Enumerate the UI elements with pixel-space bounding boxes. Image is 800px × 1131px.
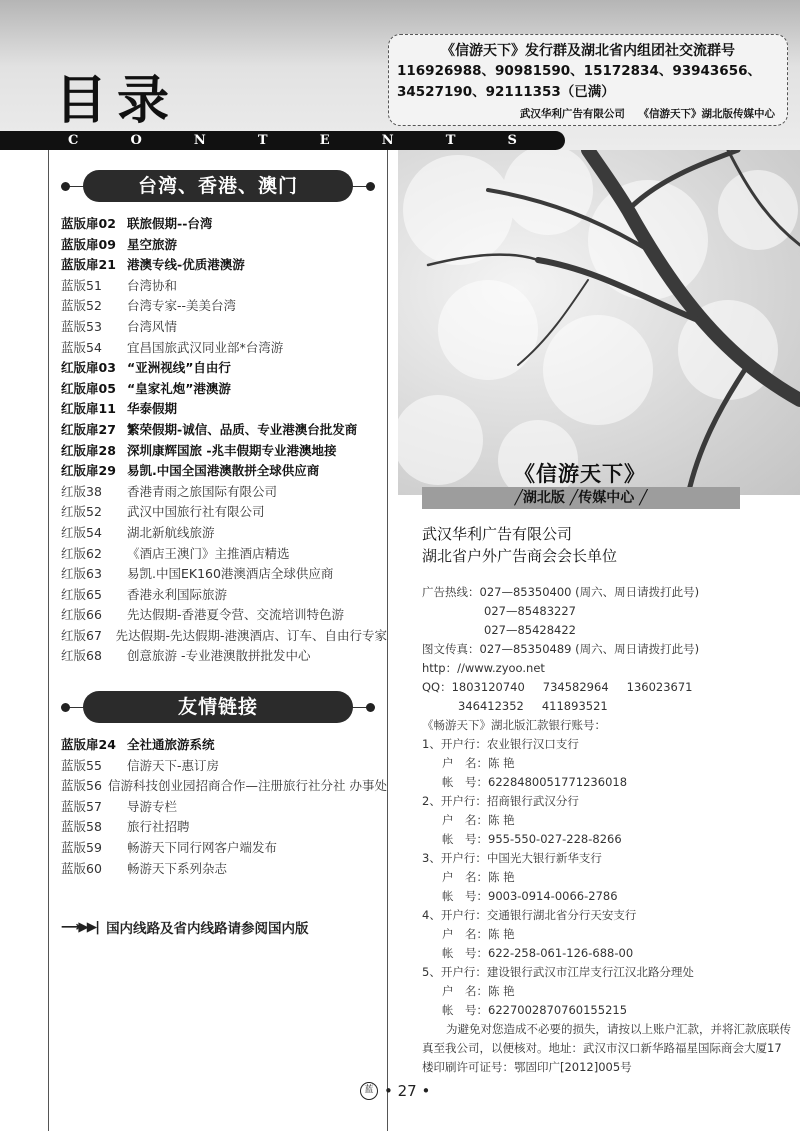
list-item bbox=[61, 276, 387, 297]
entry-name: 深圳康辉国旅 -兆丰假期专业港澳地接 bbox=[127, 442, 337, 458]
bank-title: 《畅游天下》湖北版汇款银行账号： bbox=[422, 718, 606, 732]
hotline-number: 027—85428422 bbox=[484, 623, 576, 637]
company-title: 湖北省户外广告商会会长单位 bbox=[422, 547, 618, 565]
list-item bbox=[61, 420, 387, 441]
page-code: 蓝版扉21 bbox=[61, 257, 116, 273]
list-item bbox=[61, 255, 387, 276]
section-header-hk-macau-taiwan bbox=[49, 170, 387, 204]
contents-letter: S bbox=[507, 133, 517, 148]
bank-accounts bbox=[422, 735, 792, 1020]
group-info-box bbox=[388, 34, 788, 126]
account-number-row: 帐 号：955-550-027-228-8266 bbox=[442, 832, 622, 846]
entry-name: 台湾协和 bbox=[127, 277, 178, 293]
qq-row: QQ：1803120740 734582964 136023671 bbox=[422, 678, 792, 697]
page-code: 红版扉29 bbox=[61, 463, 116, 479]
entry-name: 联旅假期--台湾 bbox=[127, 216, 213, 231]
account-holder-row: 户 名：陈 艳 bbox=[442, 984, 515, 998]
list-item bbox=[61, 585, 387, 606]
contents-letter: N bbox=[193, 133, 206, 148]
account-number-row: 帐 号：6228480051771236018 bbox=[442, 775, 628, 789]
list-item bbox=[61, 564, 387, 585]
qq-number: 411893521 bbox=[541, 699, 608, 713]
list-item bbox=[61, 859, 387, 880]
page-code: 蓝版54 bbox=[61, 339, 102, 355]
group-numbers-line2: 34527190、92111353（已满） bbox=[397, 84, 615, 100]
account-holder-row: 户 名：陈 艳 bbox=[442, 870, 515, 884]
entry-name: 易凯.中国全国港澳散拼全球供应商 bbox=[127, 463, 320, 479]
bullet-dot bbox=[61, 182, 70, 191]
entry-name: 旅行社招聘 bbox=[127, 819, 190, 835]
entry-name: 香港永利国际旅游 bbox=[127, 586, 228, 602]
entry-name: 导游专栏 bbox=[127, 798, 178, 814]
list-item bbox=[61, 399, 387, 420]
contents-letters bbox=[0, 131, 565, 150]
list-item bbox=[61, 838, 387, 859]
contents-letter: E bbox=[319, 133, 330, 148]
account-holder-row: 户 名：陈 艳 bbox=[442, 813, 515, 827]
entry-name: 信游天下-惠订房 bbox=[127, 757, 220, 773]
entry-name: 华泰假期 bbox=[127, 401, 178, 417]
fax-number: 027—85350489 (周六、周日请拨打此号) bbox=[479, 642, 700, 656]
page-code: 红版63 bbox=[61, 566, 102, 582]
section-header-friendly-links bbox=[49, 691, 387, 725]
list-item bbox=[61, 296, 387, 317]
fax-row: 图文传真：027—85350489 (周六、周日请拨打此号) bbox=[422, 642, 700, 656]
list-item bbox=[61, 441, 387, 462]
list-item bbox=[61, 235, 387, 256]
page-code: 红版38 bbox=[61, 483, 102, 499]
list-item bbox=[61, 605, 387, 626]
list-item bbox=[61, 735, 387, 756]
contents-bar bbox=[0, 131, 565, 150]
account-number-row: 帐 号：6227002870760155215 bbox=[442, 1003, 628, 1017]
list-item bbox=[61, 214, 387, 235]
group-numbers-line1: 116926988、90981590、15172834、93943656、 bbox=[397, 63, 761, 79]
entry-name: 港澳专线-优质港澳游 bbox=[127, 257, 245, 273]
qq-row bbox=[422, 697, 792, 716]
entry-name: 《酒店王澳门》主推酒店精选 bbox=[127, 545, 290, 561]
website-link[interactable]: //www.zyoo.net bbox=[457, 661, 545, 675]
list-item bbox=[61, 817, 387, 838]
page-number-text: • 27 • bbox=[384, 1082, 431, 1100]
reference-text: 国内线路及省内线路请参阅国内版 bbox=[106, 921, 309, 938]
bank-branch-row: 2、开户行：招商银行武汉分行 bbox=[422, 794, 579, 808]
group-info-footer bbox=[510, 106, 775, 121]
page-code: 红版67 bbox=[61, 627, 102, 643]
tree-illustration bbox=[398, 150, 800, 495]
payment-note: 为避免对您造成不必要的损失，请按以上账户汇款，并将汇款底联传真至我公司，以便核对。地址：武汉市汉口新华路福星国际商会大厦17楼印刷许可证号：鄂固印广[2012]005号 bbox=[422, 1022, 791, 1074]
entry-name: 创意旅游 -专业港澳散拼批发中心 bbox=[127, 648, 311, 664]
page-code: 红版扉27 bbox=[61, 421, 116, 437]
entry-name: 武汉中国旅行社有限公司 bbox=[127, 504, 265, 520]
qq-number: 1803120740 bbox=[451, 680, 525, 694]
bullet-dot bbox=[366, 703, 375, 712]
account-number-row: 帐 号：9003-0914-0066-2786 bbox=[442, 889, 618, 903]
contents-letter: O bbox=[130, 133, 142, 148]
footer-company: 武汉华利广告有限公司 bbox=[519, 108, 625, 120]
contact-info bbox=[422, 583, 792, 1077]
bank-branch-row: 3、开户行：中国光大银行新华支行 bbox=[422, 851, 602, 865]
page-code: 蓝版52 bbox=[61, 298, 102, 314]
bank-branch-row: 4、开户行：交通银行湖北省分行天安支行 bbox=[422, 908, 637, 922]
list-item bbox=[61, 482, 387, 503]
entry-name: 繁荣假期-诚信、品质、专业港澳台批发商 bbox=[127, 421, 358, 437]
section-title: 友情链接 bbox=[83, 691, 353, 723]
entry-name: 台湾专家--美美台湾 bbox=[127, 298, 237, 314]
section-title: 台湾、香港、澳门 bbox=[83, 170, 353, 202]
page-code: 蓝版59 bbox=[61, 840, 102, 856]
arrow-icon: ⟶▶▶| bbox=[61, 919, 99, 936]
page-code: 红版68 bbox=[61, 648, 102, 664]
page-code: 蓝版53 bbox=[61, 318, 102, 334]
contents-list-column bbox=[48, 150, 388, 1131]
entry-name: “亚洲视线”自由行 bbox=[127, 360, 231, 376]
list-item bbox=[61, 379, 387, 400]
contents-letter: T bbox=[257, 133, 268, 148]
group-info-title: 《信游天下》发行群及湖北省内组团社交流群号 bbox=[441, 43, 735, 59]
entry-name: 香港青雨之旅国际有限公司 bbox=[127, 483, 278, 499]
hotline-number: 027—85483227 bbox=[484, 604, 576, 618]
contents-letter: T bbox=[445, 133, 456, 148]
page-code: 红版扉03 bbox=[61, 360, 116, 376]
page-title: 目录 bbox=[55, 71, 180, 131]
bank-branch-row: 1、开户行：农业银行汉口支行 bbox=[422, 737, 579, 751]
page-header bbox=[0, 0, 800, 150]
bullet-dot bbox=[366, 182, 375, 191]
entry-name: 先达假期-先达假期-港澳酒店、订车、自由行专家 bbox=[115, 627, 387, 643]
page-code: 蓝版55 bbox=[61, 757, 102, 773]
entry-name: 畅游天下系列杂志 bbox=[127, 860, 228, 876]
qq-number: 346412352 bbox=[458, 699, 524, 713]
contents-letter: C bbox=[68, 133, 79, 148]
page-code: 红版扉28 bbox=[61, 442, 116, 458]
page-code: 红版65 bbox=[61, 586, 102, 602]
edition-seal-icon: 蓝 bbox=[360, 1082, 378, 1100]
page-number bbox=[360, 1082, 430, 1100]
entry-name: 宜昌国旅武汉同业部*台湾游 bbox=[127, 339, 284, 355]
list-item bbox=[61, 776, 387, 797]
list-item bbox=[61, 338, 387, 359]
qq-number: 734582964 bbox=[542, 680, 609, 694]
account-holder-row: 户 名：陈 艳 bbox=[442, 927, 515, 941]
section-list-hk-macau-taiwan bbox=[61, 214, 387, 667]
page-code: 蓝版56 bbox=[61, 778, 102, 794]
page-code: 蓝版扉09 bbox=[61, 236, 116, 252]
entry-name: “皇家礼炮”港澳游 bbox=[127, 380, 231, 396]
entry-name: 全社通旅游系统 bbox=[127, 737, 215, 753]
qq-number: 136023671 bbox=[626, 680, 693, 694]
list-item bbox=[61, 358, 387, 379]
contents-letter: N bbox=[381, 133, 394, 148]
account-number-row: 帐 号：622-258-061-126-688-00 bbox=[442, 946, 634, 960]
page-code: 蓝版57 bbox=[61, 798, 102, 814]
bullet-dot bbox=[61, 703, 70, 712]
list-item bbox=[61, 317, 387, 338]
company-name: 武汉华利广告有限公司 bbox=[422, 525, 573, 543]
list-item bbox=[61, 544, 387, 565]
website-row: http：//www.zyoo.net bbox=[422, 661, 545, 675]
company-block bbox=[422, 523, 752, 567]
list-item bbox=[61, 756, 387, 777]
list-item bbox=[61, 797, 387, 818]
hotline-number: 027—85350400 (周六、周日请拨打此号) bbox=[479, 585, 700, 599]
page-code: 红版扉11 bbox=[61, 401, 116, 417]
footer-media-center: 《信游天下》湖北版传媒中心 bbox=[638, 108, 775, 120]
tree-photo bbox=[398, 150, 800, 495]
page-code: 蓝版58 bbox=[61, 819, 102, 835]
bank-branch-row: 5、开户行：建设银行武汉市江岸支行江汉北路分理处 bbox=[422, 965, 694, 979]
page-code: 红版66 bbox=[61, 607, 102, 623]
section-list-friendly-links bbox=[61, 735, 387, 879]
page-code: 蓝版60 bbox=[61, 860, 102, 876]
entry-name: 台湾风情 bbox=[127, 318, 178, 334]
page-code: 红版62 bbox=[61, 545, 102, 561]
list-item bbox=[61, 626, 387, 647]
entry-name: 畅游天下同行网客户端发布 bbox=[127, 840, 278, 856]
list-item bbox=[61, 523, 387, 544]
list-item bbox=[61, 646, 387, 667]
entry-name: 星空旅游 bbox=[127, 236, 178, 252]
entry-name: 信游科技创业园招商合作—注册旅行社分社 办事处 bbox=[108, 778, 387, 794]
page-code: 红版52 bbox=[61, 504, 102, 520]
entry-name: 易凯.中国EK160港澳酒店全球供应商 bbox=[127, 566, 334, 582]
account-holder-row: 户 名：陈 艳 bbox=[442, 756, 515, 770]
page-code: 蓝版扉02 bbox=[61, 216, 116, 231]
brand-title: 《信游天下》 bbox=[514, 462, 646, 486]
entry-name: 先达假期-香港夏令营、交流培训特色游 bbox=[127, 607, 345, 623]
list-item bbox=[61, 461, 387, 482]
hotline-row: 广告热线：027—85350400 (周六、周日请拨打此号) bbox=[422, 585, 700, 599]
domestic-edition-reference bbox=[61, 917, 387, 937]
page-code: 蓝版51 bbox=[61, 277, 102, 293]
edition-bar: ╱湖北版 ╱传媒中心 ╱ bbox=[422, 487, 740, 509]
page-code: 红版扉05 bbox=[61, 380, 116, 396]
list-item bbox=[61, 502, 387, 523]
page-code: 红版54 bbox=[61, 524, 102, 540]
page-code: 蓝版扉24 bbox=[61, 737, 116, 753]
entry-name: 湖北新航线旅游 bbox=[127, 524, 215, 540]
